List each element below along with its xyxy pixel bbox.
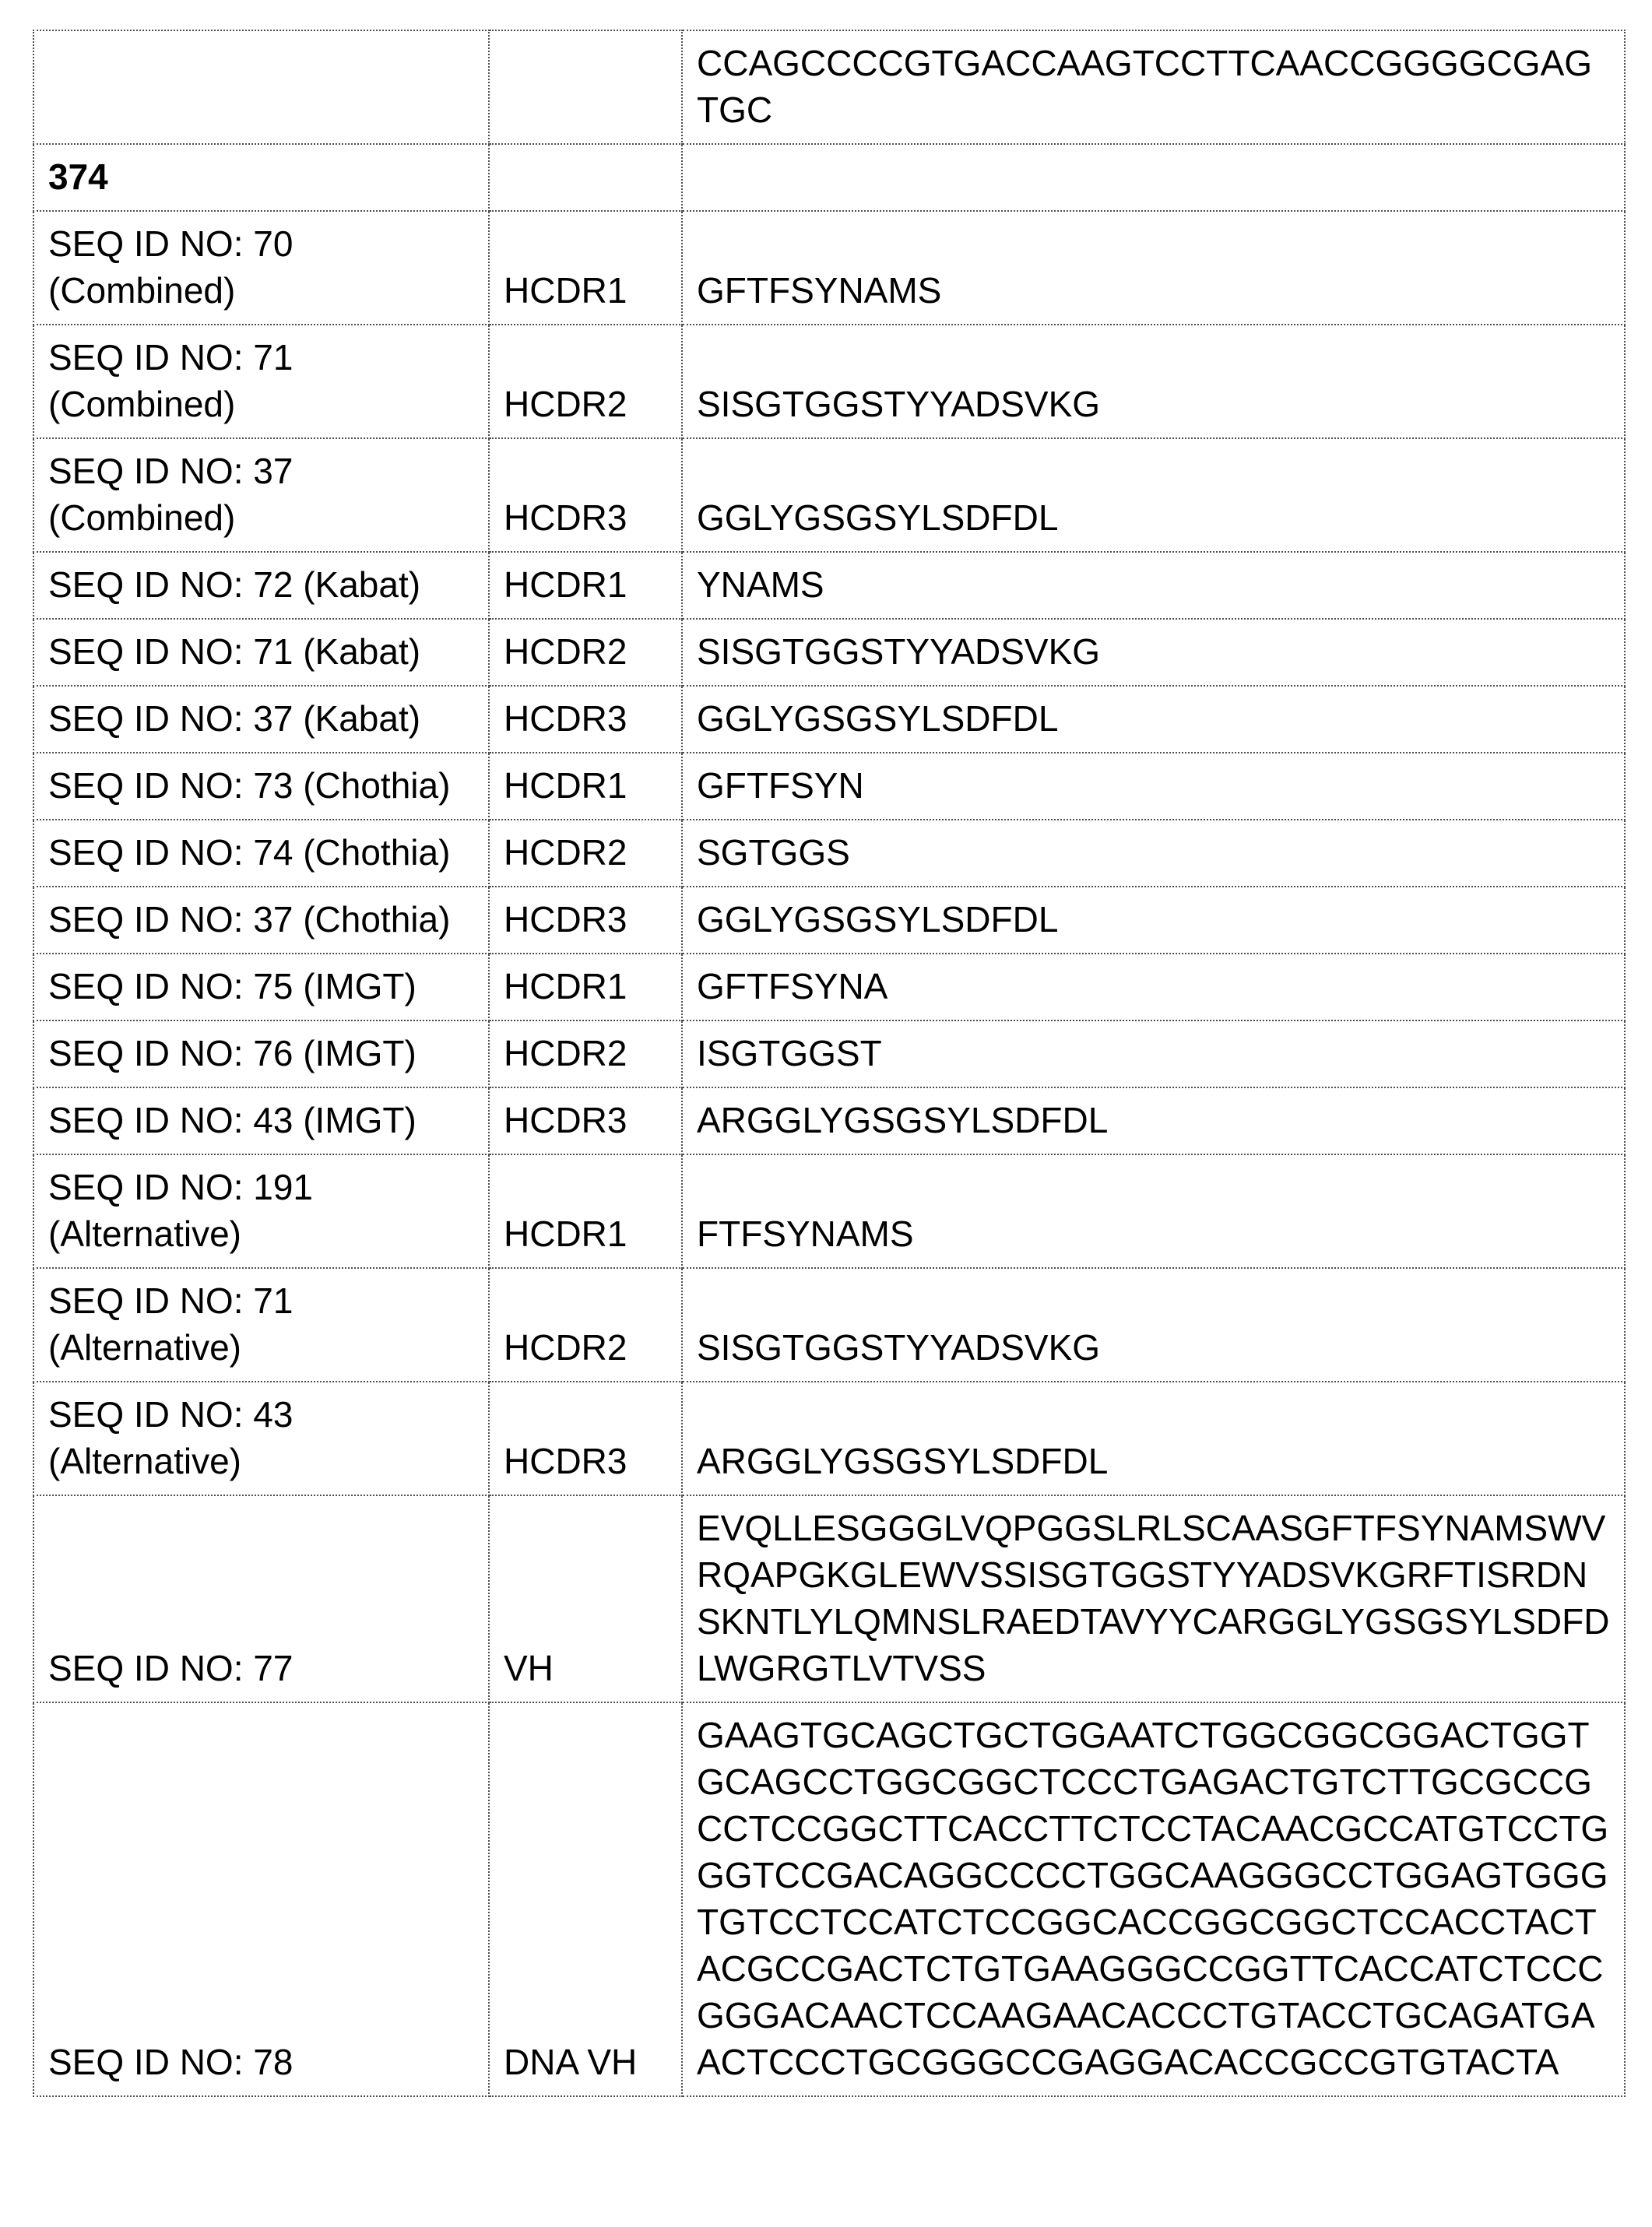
table-row bbox=[33, 1087, 1625, 1154]
seq-id-cell bbox=[33, 30, 489, 144]
sequence-cell bbox=[682, 619, 1625, 686]
sequence-table-body bbox=[33, 30, 1625, 2096]
seq-id-cell-text: SEQ ID NO: 77 bbox=[48, 1648, 293, 1688]
region-label-cell bbox=[489, 686, 682, 753]
sequence-cell-text: SISGTGGSTYYADSVKG bbox=[697, 384, 1101, 424]
region-label-cell-text: HCDR1 bbox=[504, 564, 627, 605]
region-label-cell-text: VH bbox=[504, 1648, 554, 1688]
region-label-cell-text: HCDR1 bbox=[504, 1214, 627, 1254]
table-row bbox=[33, 30, 1625, 144]
sequence-cell bbox=[682, 753, 1625, 820]
table-row bbox=[33, 552, 1625, 619]
sequence-cell bbox=[682, 211, 1625, 325]
region-label-cell-text: HCDR3 bbox=[504, 899, 627, 940]
sequence-cell-text: GFTFSYNAMS bbox=[697, 270, 942, 311]
region-label-cell-text: HCDR2 bbox=[504, 631, 627, 672]
seq-id-cell bbox=[33, 820, 489, 887]
seq-id-cell bbox=[33, 1495, 489, 1702]
sequence-cell bbox=[682, 887, 1625, 954]
seq-id-cell bbox=[33, 1020, 489, 1087]
region-label-cell bbox=[489, 1382, 682, 1495]
sequence-cell-text: GFTFSYN bbox=[697, 765, 864, 806]
seq-id-cell bbox=[33, 753, 489, 820]
region-label-cell bbox=[489, 30, 682, 144]
table-row bbox=[33, 954, 1625, 1020]
region-label-cell bbox=[489, 1495, 682, 1702]
sequence-cell bbox=[682, 686, 1625, 753]
seq-id-cell bbox=[33, 211, 489, 325]
region-label-cell-text: HCDR1 bbox=[504, 966, 627, 1006]
seq-id-cell-text: SEQ ID NO: 78 bbox=[48, 2042, 293, 2082]
seq-id-cell-text: SEQ ID NO: 73 (Chothia) bbox=[48, 765, 451, 806]
region-label-cell-text: HCDR2 bbox=[504, 1327, 627, 1368]
region-label-cell bbox=[489, 325, 682, 438]
region-label-cell-text: HCDR2 bbox=[504, 832, 627, 873]
seq-id-cell bbox=[33, 686, 489, 753]
table-row bbox=[33, 1495, 1625, 1702]
sequence-table bbox=[33, 30, 1626, 2097]
sequence-cell bbox=[682, 1087, 1625, 1154]
sequence-cell bbox=[682, 820, 1625, 887]
sequence-cell-text: FTFSYNAMS bbox=[697, 1214, 914, 1254]
seq-id-cell bbox=[33, 619, 489, 686]
seq-id-cell bbox=[33, 438, 489, 552]
seq-id-cell-text: SEQ ID NO: 191 (Alternative) bbox=[48, 1167, 314, 1254]
region-label-cell bbox=[489, 1020, 682, 1087]
region-label-cell bbox=[489, 438, 682, 552]
sequence-cell-text: CCAGCCCCGTGACCAAGTCCTTCAACCGGGGCGAGTGC bbox=[697, 43, 1593, 130]
sequence-cell bbox=[682, 30, 1625, 144]
sequence-cell-text: ARGGLYGSGSYLSDFDL bbox=[697, 1100, 1109, 1140]
region-label-cell bbox=[489, 820, 682, 887]
region-label-cell bbox=[489, 552, 682, 619]
sequence-cell bbox=[682, 438, 1625, 552]
region-label-cell-text: HCDR2 bbox=[504, 1033, 627, 1073]
seq-id-cell bbox=[33, 1702, 489, 2096]
sequence-cell bbox=[682, 1495, 1625, 1702]
sequence-cell-text: SISGTGGSTYYADSVKG bbox=[697, 1327, 1101, 1368]
sequence-cell bbox=[682, 1154, 1625, 1268]
seq-id-cell bbox=[33, 887, 489, 954]
table-row bbox=[33, 325, 1625, 438]
region-label-cell bbox=[489, 1087, 682, 1154]
region-label-cell-text: HCDR1 bbox=[504, 765, 627, 806]
seq-id-cell-text: SEQ ID NO: 71 (Combined) bbox=[48, 337, 293, 424]
sequence-cell-text: GFTFSYNA bbox=[697, 966, 888, 1006]
seq-id-cell-text: SEQ ID NO: 43 (Alternative) bbox=[48, 1394, 293, 1481]
seq-id-cell bbox=[33, 1268, 489, 1382]
region-label-cell-text: HCDR1 bbox=[504, 270, 627, 311]
sequence-cell-text: ISGTGGST bbox=[697, 1033, 882, 1073]
seq-id-cell-text: SEQ ID NO: 75 (IMGT) bbox=[48, 966, 417, 1006]
sequence-cell bbox=[682, 1268, 1625, 1382]
region-label-cell bbox=[489, 211, 682, 325]
seq-id-cell-text: SEQ ID NO: 71 (Kabat) bbox=[48, 631, 421, 672]
table-row bbox=[33, 887, 1625, 954]
seq-id-cell bbox=[33, 1382, 489, 1495]
sequence-cell-text: GGLYGSGSYLSDFDL bbox=[697, 698, 1059, 739]
seq-id-cell bbox=[33, 325, 489, 438]
sequence-cell-text: YNAMS bbox=[697, 564, 824, 605]
table-row bbox=[33, 1702, 1625, 2096]
region-label-cell bbox=[489, 954, 682, 1020]
region-label-cell-text: HCDR3 bbox=[504, 497, 627, 538]
region-label-cell-text: HCDR3 bbox=[504, 1441, 627, 1481]
table-row bbox=[33, 753, 1625, 820]
sequence-cell bbox=[682, 1020, 1625, 1087]
table-row bbox=[33, 438, 1625, 552]
sequence-cell-text: SGTGGS bbox=[697, 832, 850, 873]
sequence-cell-text: SISGTGGSTYYADSVKG bbox=[697, 631, 1101, 672]
sequence-cell bbox=[682, 954, 1625, 1020]
table-row bbox=[33, 1020, 1625, 1087]
region-label-cell-text: HCDR3 bbox=[504, 698, 627, 739]
seq-id-cell bbox=[33, 1087, 489, 1154]
seq-id-cell bbox=[33, 552, 489, 619]
seq-id-cell-text: SEQ ID NO: 37 (Chothia) bbox=[48, 899, 451, 940]
seq-id-cell bbox=[33, 1154, 489, 1268]
sequence-cell bbox=[682, 144, 1625, 211]
seq-id-cell bbox=[33, 144, 489, 211]
sequence-cell-text: EVQLLESGGGLVQPGGSLRLSCAASGFTFSYNAMSWVRQAPGKGLEWVSSISGTGGSTYYADSVKGRFTISRDNSKNTLYLQMNSLRAEDTAVYYCARGGLYGSGSYLSDFDLWGRGTLVTVSS bbox=[697, 1508, 1610, 1688]
table-row bbox=[33, 144, 1625, 211]
table-row bbox=[33, 686, 1625, 753]
sequence-cell-text: GAAGTGCAGCTGCTGGAATCTGGCGGCGGACTGGTGCAGCCTGGCGGCTCCCTGAGACTGTCTTGCGCCGCCTCCGGCTTCACCTTCTCCTACAACGCCATGTCCTGGGTCCGACAGGCCCCTGGCAAGGGCCTGGAGTGGGTGTCCTCCATCTCCGGCACCGGCGGCTCCACCTACTACGCCGACTCTGTGAAGGGCCGGTTCACCATCTCCCGGGACAACTCCAAGAACACCCTGTACCTGCAGATGAACTCCCTGCGGGCCGAGGACACCGCCGTGTACTA bbox=[697, 1715, 1609, 2082]
region-label-cell bbox=[489, 1268, 682, 1382]
sequence-cell-text: GGLYGSGSYLSDFDL bbox=[697, 497, 1059, 538]
sequence-cell bbox=[682, 552, 1625, 619]
sequence-cell bbox=[682, 1702, 1625, 2096]
sequence-cell bbox=[682, 1382, 1625, 1495]
sequence-cell bbox=[682, 325, 1625, 438]
seq-id-cell-text: SEQ ID NO: 37 (Combined) bbox=[48, 451, 293, 538]
table-row bbox=[33, 1154, 1625, 1268]
seq-id-cell-text: SEQ ID NO: 70 (Combined) bbox=[48, 223, 293, 311]
region-label-cell bbox=[489, 1702, 682, 2096]
region-label-cell bbox=[489, 1154, 682, 1268]
seq-id-cell-text: SEQ ID NO: 71 (Alternative) bbox=[48, 1280, 293, 1368]
seq-id-cell-text: SEQ ID NO: 74 (Chothia) bbox=[48, 832, 451, 873]
table-row bbox=[33, 619, 1625, 686]
table-row bbox=[33, 820, 1625, 887]
region-label-cell bbox=[489, 753, 682, 820]
sequence-cell-text: ARGGLYGSGSYLSDFDL bbox=[697, 1441, 1109, 1481]
region-label-cell-text: HCDR2 bbox=[504, 384, 627, 424]
region-label-cell bbox=[489, 619, 682, 686]
seq-id-cell-text: SEQ ID NO: 72 (Kabat) bbox=[48, 564, 421, 605]
document-page bbox=[33, 30, 1624, 2097]
seq-id-cell-text: SEQ ID NO: 76 (IMGT) bbox=[48, 1033, 417, 1073]
region-label-cell bbox=[489, 887, 682, 954]
region-label-cell bbox=[489, 144, 682, 211]
region-label-cell-text: DNA VH bbox=[504, 2042, 638, 2082]
seq-id-cell-text: 374 bbox=[48, 156, 108, 197]
table-row bbox=[33, 1382, 1625, 1495]
region-label-cell-text: HCDR3 bbox=[504, 1100, 627, 1140]
seq-id-cell bbox=[33, 954, 489, 1020]
table-row bbox=[33, 211, 1625, 325]
sequence-cell-text: GGLYGSGSYLSDFDL bbox=[697, 899, 1059, 940]
seq-id-cell-text: SEQ ID NO: 43 (IMGT) bbox=[48, 1100, 417, 1140]
table-row bbox=[33, 1268, 1625, 1382]
seq-id-cell-text: SEQ ID NO: 37 (Kabat) bbox=[48, 698, 421, 739]
